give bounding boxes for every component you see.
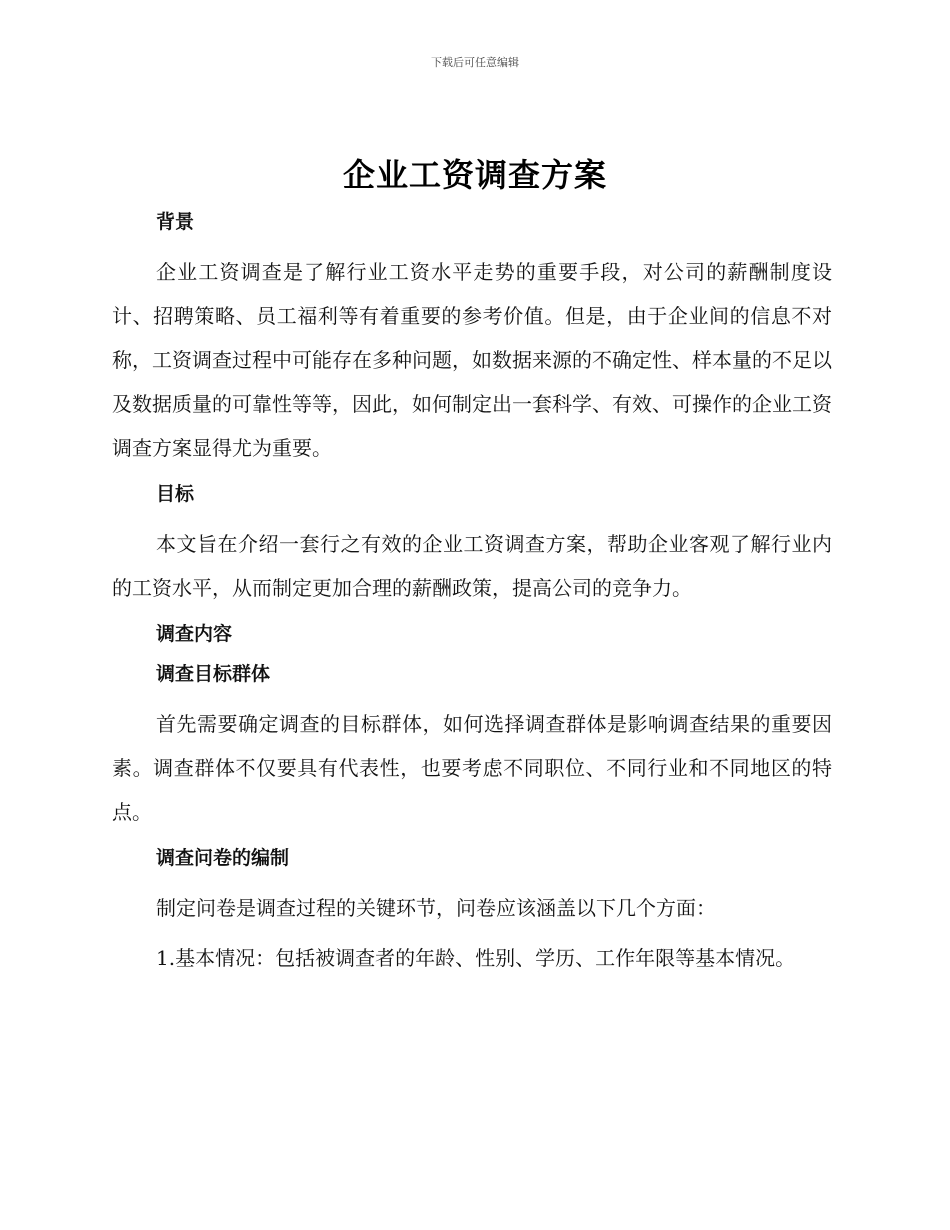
section-heading-survey-content: 调查内容: [156, 623, 233, 645]
paragraph-background: 企业工资调查是了解行业工资水平走势的重要手段，对公司的薪酬制度设计、招聘策略、员工福利等有着重要的参考价值。但是，由于企业间的信息不对称，工资调查过程中可能存在多种问题，如数据来源的不确定性、样本量的不足以及数据质量的可靠性等等，因此，如何制定出一套科学、有效、可操作的企业工资调查方案显得尤为重要。: [112, 260, 832, 460]
paragraph-goal: 本文旨在介绍一套行之有效的企业工资调查方案，帮助企业客观了解行业内的工资水平，从而制定更加合理的薪酬政策，提高公司的竞争力。: [112, 532, 832, 600]
paragraph-questionnaire: 制定问卷是调查过程的关键环节，问卷应该涵盖以下几个方面：: [156, 896, 716, 920]
document-body: [112, 198, 832, 980]
page-header-note: 下载后可任意编辑: [431, 56, 519, 69]
document-title: 企业工资调查方案: [342, 156, 607, 194]
paragraph-target-group: 首先需要确定调查的目标群体，如何选择调查群体是影响调查结果的重要因素。调查群体不仅要具有代表性，也要考虑不同职位、不同行业和不同地区的特点。: [112, 712, 832, 824]
section-heading-questionnaire: 调查问卷的编制: [156, 847, 290, 869]
section-heading-goal: 目标: [156, 483, 195, 505]
section-heading-target-group: 调查目标群体: [156, 663, 271, 685]
section-heading-background: 背景: [156, 211, 195, 233]
list-item: 1.基本情况：包括被调查者的年龄、性别、学历、工作年限等基本情况。: [156, 946, 796, 970]
